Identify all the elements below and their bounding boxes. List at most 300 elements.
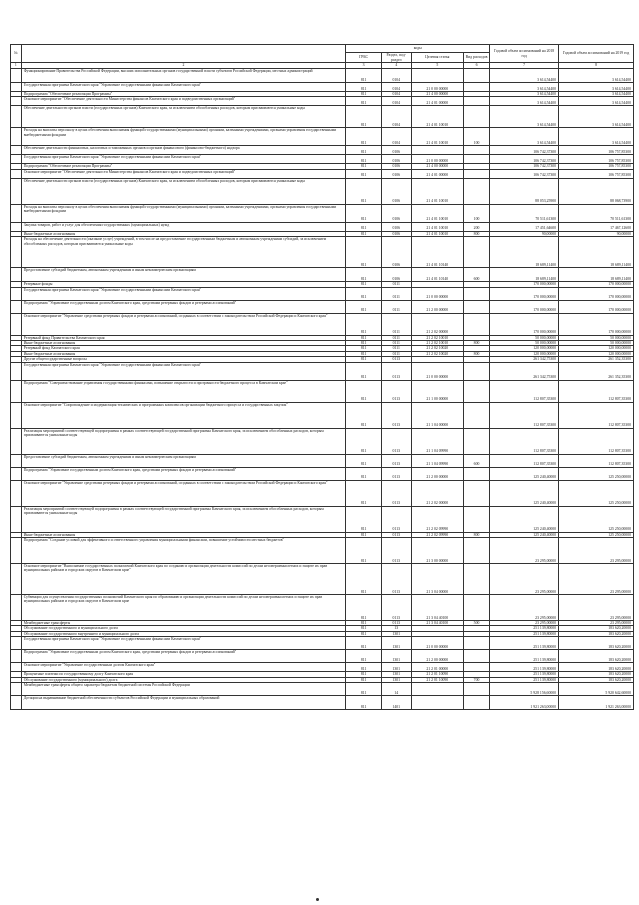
row-amount-2018: 112 807,35300: [490, 402, 559, 428]
row-grbs: 811: [346, 268, 382, 282]
col-grbs-header: ГРБС: [346, 53, 382, 63]
row-grbs: 811: [346, 335, 382, 340]
row-grbs: 811: [346, 164, 382, 169]
table-row: [11, 268, 634, 282]
row-amount-2019: 23 295,00000: [559, 564, 634, 595]
row-expense-type: [463, 69, 489, 83]
table-row: [11, 538, 634, 564]
row-grbs: 811: [346, 346, 382, 351]
row-section: 0111: [381, 346, 411, 351]
row-amount-2018: 3 614,54400: [490, 106, 559, 128]
table-row: [11, 97, 634, 106]
row-section: 14: [381, 683, 411, 696]
row-expense-type: 600: [463, 454, 489, 467]
row-section: 0111: [381, 282, 411, 287]
row-section: 0111: [381, 335, 411, 340]
row-amount-2018: 23 295,00000: [490, 564, 559, 595]
row-number: [11, 380, 22, 402]
row-description: Основное мероприятие "Обеспечение деятельности Министерства финансов Камчатского края и подведомственных организаций": [21, 169, 346, 178]
index-cell: 3: [346, 63, 382, 69]
row-grbs: 811: [346, 92, 382, 97]
row-amount-2018: 106 742,37300: [490, 146, 559, 155]
row-description: Другие общегосударственные вопросы: [21, 357, 346, 362]
row-grbs: 811: [346, 380, 382, 402]
row-amount-2019: 50 000,00000: [559, 335, 634, 340]
row-section: 0104: [381, 69, 411, 83]
row-section: 0113: [381, 595, 411, 621]
row-target-article: 21 1 00 00000: [411, 380, 463, 402]
row-section: 1301: [381, 650, 411, 663]
row-amount-2018: 23 295,00000: [490, 595, 559, 621]
row-number: [11, 268, 22, 282]
row-amount-2019: 3 614,54400: [559, 128, 634, 146]
row-description: Закупка товаров, работ и услуг для обеспечения государственных (муниципальных) нужд: [21, 222, 346, 231]
row-number: [11, 402, 22, 428]
row-section: 0106: [381, 146, 411, 155]
row-number: [11, 428, 22, 454]
row-section: 0106: [381, 222, 411, 231]
row-number: [11, 538, 22, 564]
row-amount-2018: 251 139,80000: [490, 672, 559, 677]
table-row: [11, 155, 634, 164]
row-amount-2018: 106 742,37300: [490, 155, 559, 164]
row-description: Иные бюджетные ассигнования: [21, 231, 346, 236]
row-description: Межбюджетные трансферты общего характера бюджетам бюджетной системы Российской Федерации: [21, 683, 346, 696]
row-section: 0104: [381, 97, 411, 106]
row-description: Обслуживание государственного внутреннего и муниципального долга: [21, 631, 346, 636]
row-expense-type: [463, 564, 489, 595]
row-expense-type: [463, 313, 489, 335]
row-amount-2019: 170 000,00000: [559, 282, 634, 287]
col-section-header: Раздел, под-раздел: [381, 53, 411, 63]
row-amount-2019: 3 614,54400: [559, 92, 634, 97]
row-section: 0106: [381, 237, 411, 268]
row-amount-2018: 170 000,00000: [490, 300, 559, 313]
table-row: [11, 69, 634, 83]
row-expense-type: 100: [463, 128, 489, 146]
row-amount-2018: 125 240,40000: [490, 532, 559, 537]
row-expense-type: 800: [463, 231, 489, 236]
row-grbs: 811: [346, 663, 382, 672]
row-number: [11, 467, 22, 480]
row-description: Предоставление субсидий бюджетным, автономным учреждениям и иным некоммерческим организациям: [21, 268, 346, 282]
row-number: [11, 222, 22, 231]
table-row: [11, 663, 634, 672]
row-amount-2018: 261 342,75300: [490, 357, 559, 362]
row-section: 0113: [381, 357, 411, 362]
row-amount-2018: 50 000,00000: [490, 335, 559, 340]
row-expense-type: 100: [463, 204, 489, 222]
row-amount-2019: 3 614,54400: [559, 69, 634, 83]
row-description: Основное мероприятие "Сопровождение и модернизация технических и программных комплексов организации бюджетного процесса и государственных закупок": [21, 402, 346, 428]
row-expense-type: [463, 97, 489, 106]
row-expense-type: [463, 650, 489, 663]
row-grbs: 811: [346, 402, 382, 428]
row-amount-2018: 112 807,35300: [490, 454, 559, 467]
row-description: Процентные платежи по государственному долгу Камчатского края: [21, 672, 346, 677]
row-amount-2019: 23 295,00000: [559, 538, 634, 564]
row-description: Дотации на выравнивание бюджетной обеспеченности субъектов Российской Федерации и муниципальных образований: [21, 696, 346, 710]
row-number: [11, 362, 22, 380]
row-amount-2019: 18 689,11400: [559, 268, 634, 282]
row-amount-2018: 125 240,40000: [490, 467, 559, 480]
row-description: Межбюджетные трансферты: [21, 621, 346, 626]
table-row: [11, 300, 634, 313]
row-description: Расходы на выплаты персоналу в целях обеспечения выполнения функций государственными (муниципальными) органами, казенными учреждениями, органами управления государственными внебюджетными фондами: [21, 128, 346, 146]
row-target-article: 21 3 04 40100: [411, 621, 463, 626]
row-amount-2019: 5 920 642,60000: [559, 683, 634, 696]
row-target-article: 21 4 01 00000: [411, 169, 463, 178]
row-section: 0106: [381, 164, 411, 169]
table-body: [11, 69, 634, 710]
row-grbs: 811: [346, 677, 382, 682]
table-row: [11, 506, 634, 532]
row-number: [11, 146, 22, 155]
row-section: 0104: [381, 92, 411, 97]
index-cell: 7: [490, 63, 559, 69]
row-amount-2019: 17 467,12600: [559, 222, 634, 231]
row-section: 0111: [381, 287, 411, 300]
table-row: [11, 696, 634, 710]
row-section: 0113: [381, 564, 411, 595]
table-row: [11, 169, 634, 178]
row-expense-type: [463, 595, 489, 621]
row-description: Предоставление субсидий бюджетным, автономным учреждениям и иным некоммерческим организациям: [21, 454, 346, 467]
row-description: Функционирование Правительства Российской Федерации, высших исполнительных органов государственной власти субъектов Российской Федерации, местных администраций: [21, 69, 346, 83]
row-grbs: 811: [346, 428, 382, 454]
table-row: [11, 480, 634, 506]
row-target-article: 21 2 01 10090: [411, 677, 463, 682]
row-target-article: 21 4 01 00000: [411, 97, 463, 106]
row-target-article: 21 4 01 10010: [411, 222, 463, 231]
row-description: Государственная программа Камчатского края "Управление государственными финансами Камчатского края": [21, 155, 346, 164]
row-expense-type: [463, 237, 489, 268]
row-grbs: 811: [346, 506, 382, 532]
row-section: 0113: [381, 362, 411, 380]
row-grbs: 811: [346, 155, 382, 164]
row-amount-2018: 251 139,80000: [490, 631, 559, 636]
row-target-article: 21 1 04 09990: [411, 428, 463, 454]
row-amount-2018: 3 614,54400: [490, 128, 559, 146]
col-2018-header: Годовой объем ассигнований на 2018 год: [490, 45, 559, 63]
row-grbs: 811: [346, 631, 382, 636]
row-target-article: 21 2 02 10020: [411, 346, 463, 351]
row-grbs: 811: [346, 313, 382, 335]
row-description: Иные бюджетные ассигнования: [21, 351, 346, 356]
row-description: Обслуживание государственного (муниципального) долга: [21, 677, 346, 682]
row-grbs: 811: [346, 564, 382, 595]
row-grbs: 811: [346, 97, 382, 106]
row-grbs: 811: [346, 106, 382, 128]
col-2019-header: Годовой объем ассигнований на 2019 год: [559, 45, 634, 63]
row-target-article: 21 2 00 00000: [411, 467, 463, 480]
row-amount-2019: 120 000,00000: [559, 351, 634, 356]
row-expense-type: [463, 467, 489, 480]
row-grbs: 811: [346, 300, 382, 313]
row-amount-2019: 183 620,20000: [559, 626, 634, 631]
row-description: Государственная программа Камчатского края "Управление государственными финансами Камчатского края": [21, 287, 346, 300]
row-number: [11, 696, 22, 710]
row-grbs: 811: [346, 480, 382, 506]
row-target-article: 21 4 01 10140: [411, 268, 463, 282]
row-amount-2019: 106 757,85300: [559, 146, 634, 155]
row-section: 0113: [381, 467, 411, 480]
row-amount-2019: 183 620,20000: [559, 663, 634, 672]
row-amount-2019: 125 250,00000: [559, 467, 634, 480]
row-target-article: 21 2 01 00000: [411, 663, 463, 672]
row-number: [11, 650, 22, 663]
row-amount-2018: 112 807,35300: [490, 380, 559, 402]
budget-document: [10, 44, 634, 710]
row-section: 0111: [381, 300, 411, 313]
row-expense-type: [463, 428, 489, 454]
index-cell: 8: [559, 63, 634, 69]
row-grbs: 811: [346, 178, 382, 204]
row-target-article: 21 2 02 00000: [411, 313, 463, 335]
table-row: [11, 564, 634, 595]
row-section: 1301: [381, 663, 411, 672]
row-number: [11, 300, 22, 313]
table-row: [11, 237, 634, 268]
row-target-article: 21 4 00 00000: [411, 164, 463, 169]
row-amount-2018: 251 139,80000: [490, 637, 559, 650]
table-row: [11, 178, 634, 204]
row-target-article: 21 1 04 09990: [411, 454, 463, 467]
row-description: Основное мероприятие "Выполнение государственных полномочий Камчатского края по созданию и организации деятельности комиссий по делам несовершеннолетних и защите их прав муниципальных районов и городских округов в Камчатском крае": [21, 564, 346, 595]
col-num-header: №: [11, 45, 22, 63]
row-description: Подпрограмма "Создание условий для эффективного и ответственного управления муниципальными финансами, повышение устойчивости местных бюджетов": [21, 538, 346, 564]
row-amount-2018: 1 921 263,00000: [490, 696, 559, 710]
row-amount-2019: 112 807,35300: [559, 428, 634, 454]
row-amount-2019: 120 000,00000: [559, 346, 634, 351]
row-grbs: 811: [346, 696, 382, 710]
row-amount-2018: 50 000,00000: [490, 341, 559, 346]
row-grbs: 811: [346, 169, 382, 178]
row-section: 0113: [381, 532, 411, 537]
row-target-article: 21 4 01 10140: [411, 237, 463, 268]
row-number: [11, 683, 22, 696]
row-description: Основное мероприятие "Обеспечение деятельности Министерства финансов Камчатского края и подведомственных организаций": [21, 97, 346, 106]
row-amount-2019: 112 807,35300: [559, 402, 634, 428]
table-row: [11, 204, 634, 222]
row-amount-2019: 3 614,54400: [559, 97, 634, 106]
row-description: Иные бюджетные ассигнования: [21, 341, 346, 346]
row-amount-2019: 50 000,00000: [559, 341, 634, 346]
row-number: [11, 155, 22, 164]
row-section: 0106: [381, 169, 411, 178]
row-amount-2018: 106 742,37300: [490, 169, 559, 178]
row-target-article: 21 4 01 10010: [411, 128, 463, 146]
row-section: 0113: [381, 454, 411, 467]
row-description: Подпрограмма "Управление государственным долгом Камчатского края, средствами резервных фондов и резервами ассигнований": [21, 300, 346, 313]
row-section: 0113: [381, 480, 411, 506]
row-amount-2018: 112 807,35300: [490, 428, 559, 454]
row-grbs: 811: [346, 204, 382, 222]
row-number: [11, 663, 22, 672]
row-description: Подпрограмма "Обеспечение реализации Программы": [21, 164, 346, 169]
row-amount-2018: 120 000,00000: [490, 346, 559, 351]
table-row: [11, 287, 634, 300]
row-target-article: 21 2 00 00000: [411, 650, 463, 663]
row-grbs: 811: [346, 637, 382, 650]
row-description: Резервный фонд Камчатского края: [21, 346, 346, 351]
row-grbs: 811: [346, 237, 382, 268]
row-description: Подпрограмма "Обеспечение реализации Программы": [21, 92, 346, 97]
row-section: 0113: [381, 380, 411, 402]
row-target-article: 21 0 00 00000: [411, 362, 463, 380]
row-target-article: 21 2 02 10010: [411, 341, 463, 346]
row-expense-type: [463, 538, 489, 564]
row-section: 1301: [381, 677, 411, 682]
row-expense-type: [463, 663, 489, 672]
index-cell: 2: [21, 63, 346, 69]
row-expense-type: [463, 146, 489, 155]
row-grbs: 811: [346, 454, 382, 467]
budget-table: [10, 44, 634, 710]
row-amount-2018: 125 240,40000: [490, 480, 559, 506]
row-target-article: 21 1 04 00000: [411, 402, 463, 428]
row-description: Основное мероприятие "Управление государственным долгом Камчатского края": [21, 663, 346, 672]
row-amount-2019: 261 352,35300: [559, 357, 634, 362]
row-target-article: 21 4 01 10010: [411, 178, 463, 204]
table-row: [11, 683, 634, 696]
row-section: 0113: [381, 538, 411, 564]
table-row: [11, 454, 634, 467]
row-target-article: 21 4 01 10010: [411, 204, 463, 222]
row-section: 1301: [381, 631, 411, 636]
row-number: [11, 637, 22, 650]
row-grbs: 811: [346, 538, 382, 564]
table-row: [11, 637, 634, 650]
table-row: [11, 222, 634, 231]
row-section: 0106: [381, 178, 411, 204]
row-amount-2018: 261 342,75300: [490, 362, 559, 380]
row-expense-type: 200: [463, 222, 489, 231]
row-description: Обеспечение деятельности органов власти (государственных органов) Камчатского края, за исключением обособленных расходов, которым присваиваются уникальные коды: [21, 106, 346, 128]
row-amount-2018: 23 295,00000: [490, 538, 559, 564]
row-grbs: 811: [346, 626, 382, 631]
row-section: 0111: [381, 313, 411, 335]
row-amount-2018: 3 614,54400: [490, 83, 559, 92]
index-cell: 4: [381, 63, 411, 69]
row-amount-2019: 3 614,54400: [559, 83, 634, 92]
row-number: [11, 97, 22, 106]
table-row: [11, 650, 634, 663]
row-amount-2018: 251 139,80000: [490, 677, 559, 682]
row-target-article: [411, 696, 463, 710]
row-section: 1301: [381, 672, 411, 677]
row-number: [11, 83, 22, 92]
row-target-article: [411, 683, 463, 696]
row-grbs: 811: [346, 83, 382, 92]
page-mark: [316, 898, 319, 901]
row-number: [11, 128, 22, 146]
row-target-article: 21 2 02 10020: [411, 351, 463, 356]
row-grbs: 811: [346, 595, 382, 621]
table-row: [11, 106, 634, 128]
row-target-article: 21 3 04 00000: [411, 564, 463, 595]
row-number: [11, 506, 22, 532]
row-expense-type: 800: [463, 341, 489, 346]
row-amount-2019: 183 620,20000: [559, 637, 634, 650]
row-amount-2018: 17 451,64600: [490, 222, 559, 231]
row-amount-2018: 106 742,37300: [490, 164, 559, 169]
row-grbs: 811: [346, 282, 382, 287]
row-section: 0113: [381, 402, 411, 428]
row-section: 0106: [381, 155, 411, 164]
row-section: 0104: [381, 106, 411, 128]
table-row: [11, 362, 634, 380]
row-target-article: 21 4 01 10010: [411, 231, 463, 236]
row-amount-2018: 3 614,54400: [490, 97, 559, 106]
row-section: 0106: [381, 204, 411, 222]
row-amount-2019: 88 068,73900: [559, 178, 634, 204]
row-description: Подпрограмма "Управление государственным долгом Камчатского края, средствами резервных фондов и резервами ассигнований": [21, 467, 346, 480]
row-number: [11, 454, 22, 467]
row-expense-type: [463, 362, 489, 380]
row-expense-type: [463, 380, 489, 402]
row-grbs: 811: [346, 357, 382, 362]
row-description: Обеспечение деятельности финансовых, налоговых и таможенных органов и органов финансового (финансово-бюджетного) надзора: [21, 146, 346, 155]
row-expense-type: 600: [463, 268, 489, 282]
row-amount-2019: 70 511,61300: [559, 204, 634, 222]
index-cell: 5: [411, 63, 463, 69]
row-amount-2019: 183 620,20000: [559, 677, 634, 682]
row-description: Расходы на выплаты персоналу в целях обеспечения выполнения функций государственными (муниципальными) органами, казенными учреждениями, органами управления государственными внебюджетными фондами: [21, 204, 346, 222]
row-amount-2019: 125 250,00000: [559, 532, 634, 537]
table-row: [11, 313, 634, 335]
row-grbs: 811: [346, 69, 382, 83]
row-number: [11, 204, 22, 222]
row-target-article: 21 0 00 00000: [411, 155, 463, 164]
row-description: Основное мероприятие "Управление средствами резервных фондов и резервами ассигнований, созданных в соответствии с законодательством Российской Федерации и Камчатского края": [21, 480, 346, 506]
row-section: 0111: [381, 341, 411, 346]
row-amount-2019: 106 757,85300: [559, 169, 634, 178]
row-target-article: 21 0 00 00000: [411, 83, 463, 92]
row-section: 0113: [381, 428, 411, 454]
row-expense-type: [463, 480, 489, 506]
row-amount-2019: 170 000,00000: [559, 313, 634, 335]
row-amount-2018: 251 139,80000: [490, 626, 559, 631]
row-amount-2019: 170 000,00000: [559, 300, 634, 313]
row-target-article: 21 2 01 10090: [411, 672, 463, 677]
row-expense-type: 800: [463, 351, 489, 356]
row-amount-2018: 90,00000: [490, 231, 559, 236]
row-amount-2018: 120 000,00000: [490, 351, 559, 356]
row-amount-2018: 88 053,25900: [490, 178, 559, 204]
row-grbs: 811: [346, 351, 382, 356]
row-amount-2018: 23 295,00000: [490, 621, 559, 626]
row-target-article: 21 3 04 40100: [411, 595, 463, 621]
row-grbs: 811: [346, 341, 382, 346]
row-expense-type: 800: [463, 532, 489, 537]
row-number: [11, 69, 22, 83]
table-row: [11, 467, 634, 480]
row-target-article: [411, 146, 463, 155]
row-expense-type: [463, 402, 489, 428]
row-description: Расходы на обеспечение деятельности (оказание услуг) учреждений, в том числе на предоставление государственным бюджетным и автономным учреждениям субсидий, за исключением обособленных расходов, которым присваиваются уникальные коды: [21, 237, 346, 268]
row-grbs: 811: [346, 532, 382, 537]
col-desc-header: [21, 45, 346, 63]
row-amount-2019: 1 921 263,00000: [559, 696, 634, 710]
row-target-article: [411, 69, 463, 83]
row-number: [11, 480, 22, 506]
row-number: [11, 169, 22, 178]
row-amount-2018: 18 689,11400: [490, 237, 559, 268]
row-section: 0113: [381, 506, 411, 532]
row-expense-type: [463, 178, 489, 204]
row-amount-2019: 106 757,85300: [559, 155, 634, 164]
